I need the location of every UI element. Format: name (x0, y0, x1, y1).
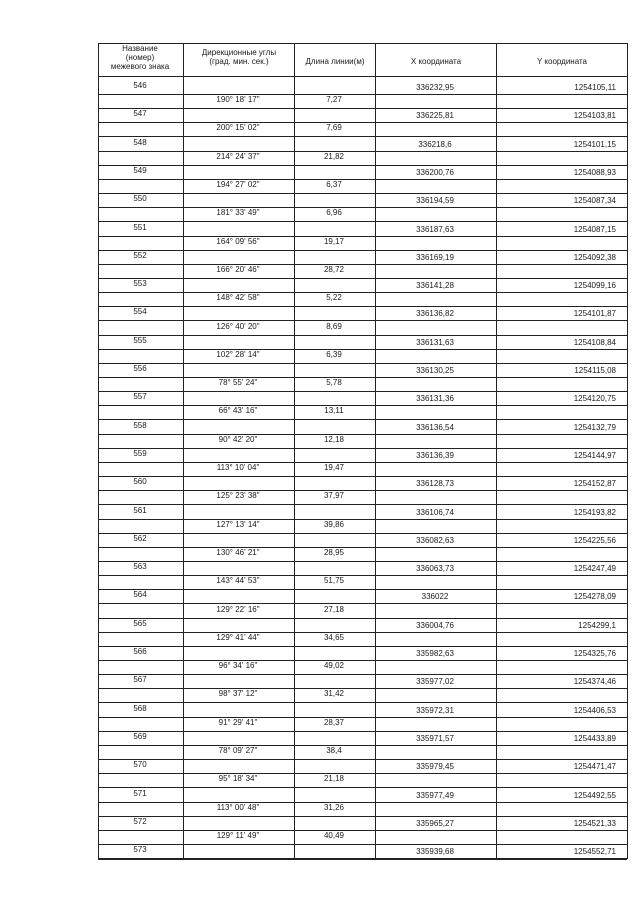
segment-length: 28,72 (323, 264, 345, 274)
row-rule (98, 816, 627, 817)
row-rule (98, 207, 627, 208)
point-y: 1254552,71 (573, 847, 616, 857)
point-x: 335939,68 (416, 847, 454, 857)
point-name: 573 (133, 845, 147, 855)
point-name: 548 (133, 137, 147, 147)
row-rule (98, 589, 627, 590)
segment-angle: 126° 40' 20" (216, 321, 260, 331)
point-name: 551 (133, 222, 147, 232)
row-rule (98, 377, 627, 378)
row-rule (98, 660, 627, 661)
point-x: 336169,19 (416, 252, 454, 262)
row-rule (98, 547, 627, 548)
row-rule (98, 165, 627, 166)
point-y: 1254092,38 (573, 252, 616, 262)
row-rule (98, 745, 627, 746)
segment-angle: 166° 20' 46" (216, 264, 260, 274)
point-name: 550 (133, 194, 147, 204)
segment-angle: 148° 42' 58" (216, 293, 260, 303)
point-y: 1254521,33 (573, 818, 616, 828)
point-y: 1254087,34 (573, 196, 616, 206)
segment-length: 49,02 (323, 661, 345, 671)
point-x: 336022 (421, 592, 449, 602)
segment-length: 34,65 (323, 632, 345, 642)
point-x: 336136,39 (416, 450, 454, 460)
point-x: 335971,57 (416, 733, 454, 743)
header-name-line2: (номер) (125, 53, 155, 62)
segment-angle: 130° 46' 21" (216, 547, 260, 557)
segment-length: 31,26 (323, 802, 345, 812)
row-rule (98, 802, 627, 803)
segment-length: 19,47 (323, 463, 345, 473)
point-y: 1254374,46 (573, 677, 616, 687)
point-name: 570 (133, 760, 147, 770)
point-x: 336128,73 (416, 479, 454, 489)
row-rule (98, 122, 627, 123)
point-x: 336232,95 (416, 83, 454, 92)
point-name: 562 (133, 533, 147, 543)
segment-length: 19,17 (323, 236, 345, 246)
segment-angle: 78° 09' 27" (218, 746, 258, 756)
segment-angle: 95° 18' 34" (218, 774, 258, 784)
table-bottom-border (98, 859, 627, 860)
segment-length: 7,27 (326, 95, 342, 105)
point-y: 1254103,81 (573, 111, 616, 121)
segment-angle: 164° 09' 56" (216, 236, 260, 246)
point-name: 552 (133, 250, 147, 260)
header-length: Длина линии(м) (305, 57, 365, 66)
point-name: 560 (133, 477, 147, 487)
segment-angle: 129° 11' 49" (216, 830, 260, 840)
segment-angle: 78° 55' 24" (218, 378, 258, 388)
row-rule (98, 787, 627, 788)
column-border-5 (627, 43, 628, 859)
segment-angle: 96° 34' 16" (218, 661, 258, 671)
point-x: 336200,76 (416, 167, 454, 177)
header-angle (184, 48, 294, 66)
row-rule (98, 193, 627, 194)
header-x: X координата (410, 57, 462, 66)
row-rule (98, 759, 627, 760)
row-rule (98, 94, 627, 95)
row-rule (98, 702, 627, 703)
point-x: 336063,73 (416, 564, 454, 574)
segment-angle: 143° 44' 53" (216, 576, 260, 586)
point-y: 1254115,08 (574, 366, 616, 375)
point-x: 335977,02 (416, 677, 454, 687)
row-rule (98, 504, 627, 505)
segment-angle: 113° 10' 04" (216, 463, 260, 473)
point-y: 1254193,82 (573, 507, 616, 517)
point-y: 1254088,93 (573, 167, 616, 177)
row-rule (98, 136, 627, 137)
point-name: 547 (133, 109, 147, 119)
row-rule (98, 264, 627, 265)
point-x: 336136,82 (416, 309, 454, 319)
point-y: 1254105,11 (574, 83, 616, 92)
segment-length: 6,37 (326, 180, 342, 190)
segment-length: 12,18 (323, 434, 345, 444)
point-y: 1254278,09 (573, 592, 616, 602)
point-y: 1254325,76 (573, 649, 616, 658)
point-y: 1254120,75 (573, 394, 616, 404)
point-y: 1254406,53 (573, 705, 616, 715)
segment-length: 27,18 (323, 604, 345, 614)
header-angle-line2: (град. мин. сек.) (209, 57, 269, 66)
point-y: 1254247,49 (573, 564, 616, 574)
row-rule (98, 108, 627, 109)
segment-length: 31,42 (323, 689, 345, 699)
point-x: 335972,31 (416, 705, 454, 715)
point-y: 1254471,47 (573, 762, 616, 772)
header-name-line1: Название (122, 44, 158, 53)
point-name: 558 (133, 420, 147, 430)
point-x: 336194,59 (416, 196, 454, 206)
point-y: 1254087,15 (573, 224, 616, 234)
segment-angle: 190° 18' 17" (216, 95, 260, 105)
point-x: 336082,63 (416, 535, 454, 545)
header-name-line3: межевого знака (110, 62, 170, 71)
segment-length: 6,96 (326, 208, 342, 218)
segment-angle: 66° 43' 16" (218, 406, 258, 416)
point-x: 336131,36 (416, 394, 454, 404)
point-name: 556 (133, 364, 147, 373)
row-rule (98, 448, 627, 449)
segment-angle: 129° 41' 44" (216, 632, 260, 642)
point-x: 336106,74 (416, 507, 454, 517)
point-x: 336141,28 (416, 281, 454, 291)
row-rule (98, 250, 627, 251)
segment-angle: 194° 27' 02" (216, 180, 260, 190)
point-name: 569 (133, 731, 147, 741)
segment-angle: 113° 00' 48" (216, 802, 260, 812)
row-rule (98, 844, 627, 845)
row-rule (98, 490, 627, 491)
segment-length: 6,39 (326, 349, 342, 359)
row-rule (98, 773, 627, 774)
point-name: 553 (133, 279, 147, 289)
point-x: 335982,63 (416, 649, 454, 658)
point-y: 1254101,15 (573, 139, 616, 149)
header-angle-line1: Дирекционные углы (201, 48, 277, 57)
row-rule (98, 391, 627, 392)
row-rule (98, 858, 627, 859)
segment-length: 38,4 (326, 746, 342, 756)
row-rule (98, 419, 627, 420)
row-rule (98, 632, 627, 633)
segment-length: 5,78 (326, 378, 342, 388)
row-rule (98, 519, 627, 520)
point-name: 561 (133, 505, 147, 515)
row-rule (98, 575, 627, 576)
header-name (98, 44, 182, 71)
point-name: 554 (133, 307, 147, 317)
row-rule (98, 236, 627, 237)
point-x: 336218,6 (418, 139, 452, 149)
segment-length: 37,97 (323, 491, 345, 501)
point-name: 565 (133, 618, 147, 628)
segment-length: 8,69 (326, 321, 342, 331)
point-x: 336131,63 (416, 337, 454, 347)
point-name: 567 (133, 675, 147, 685)
point-y: 1254132,79 (573, 422, 616, 432)
segment-length: 40,49 (323, 830, 345, 840)
row-rule (98, 674, 627, 675)
row-rule (98, 151, 627, 152)
point-name: 566 (133, 647, 147, 656)
segment-length: 21,82 (323, 151, 345, 161)
row-rule (98, 349, 627, 350)
row-rule (98, 405, 627, 406)
segment-length: 39,86 (323, 519, 345, 529)
point-name: 555 (133, 335, 147, 345)
row-rule (98, 830, 627, 831)
point-y: 1254144,97 (573, 450, 616, 460)
segment-angle: 214° 24' 37" (216, 151, 260, 161)
point-x: 335979,45 (416, 762, 454, 772)
point-y: 1254099,16 (573, 281, 616, 291)
segment-angle: 200° 15' 02" (216, 123, 260, 133)
segment-angle: 91° 29' 41" (218, 717, 258, 727)
row-rule (98, 278, 627, 279)
row-rule (98, 292, 627, 293)
segment-angle: 129° 22' 16" (216, 604, 260, 614)
point-x: 336130,25 (416, 366, 454, 375)
row-rule (98, 646, 627, 647)
table-top-border (98, 43, 627, 44)
point-name: 559 (133, 448, 147, 458)
point-name: 563 (133, 562, 147, 572)
row-rule (98, 179, 627, 180)
row-rule (98, 561, 627, 562)
point-name: 572 (133, 816, 147, 826)
segment-angle: 127° 13' 14" (216, 519, 260, 529)
point-y: 1254225,56 (573, 535, 616, 545)
row-rule (98, 688, 627, 689)
segment-angle: 125° 23' 38" (216, 491, 260, 501)
point-x: 335965,27 (416, 818, 454, 828)
row-rule (98, 221, 627, 222)
segment-angle: 102° 28' 14" (216, 349, 260, 359)
row-rule (98, 462, 627, 463)
point-y: 1254101,87 (573, 309, 616, 319)
point-x: 336004,76 (416, 620, 454, 630)
row-rule (98, 306, 627, 307)
row-rule (98, 320, 627, 321)
point-x: 336225,81 (416, 111, 454, 121)
segment-length: 28,37 (323, 717, 345, 727)
point-name: 568 (133, 703, 147, 713)
row-rule (98, 533, 627, 534)
segment-angle: 181° 33' 49" (216, 208, 260, 218)
header-y: Y координата (536, 57, 588, 66)
segment-length: 51,75 (323, 576, 345, 586)
header-bottom-border (98, 76, 627, 77)
point-name: 571 (133, 788, 147, 798)
point-y: 1254433,89 (573, 733, 616, 743)
point-x: 336187,63 (416, 224, 454, 234)
point-name: 564 (133, 590, 147, 600)
row-rule (98, 717, 627, 718)
point-y: 1254152,87 (573, 479, 616, 489)
segment-length: 28,95 (323, 547, 345, 557)
segment-length: 21,18 (323, 774, 345, 784)
point-y: 1254108,84 (573, 337, 616, 347)
row-rule (98, 603, 627, 604)
row-rule (98, 731, 627, 732)
point-x: 336136,54 (416, 422, 454, 432)
segment-length: 7,69 (326, 123, 342, 133)
segment-angle: 98° 37' 12" (218, 689, 258, 699)
point-name: 546 (133, 81, 147, 90)
row-rule (98, 618, 627, 619)
segment-length: 13,11 (324, 406, 344, 416)
point-name: 557 (133, 392, 147, 402)
point-y: 1254492,55 (573, 790, 616, 800)
row-rule (98, 363, 627, 364)
point-x: 335977,49 (416, 790, 454, 800)
segment-angle: 90° 42' 20" (218, 434, 258, 444)
point-y: 1254299,1 (578, 620, 616, 630)
segment-length: 5,22 (326, 293, 342, 303)
row-rule (98, 476, 627, 477)
row-rule (98, 434, 627, 435)
row-rule (98, 335, 627, 336)
point-name: 549 (133, 165, 147, 175)
